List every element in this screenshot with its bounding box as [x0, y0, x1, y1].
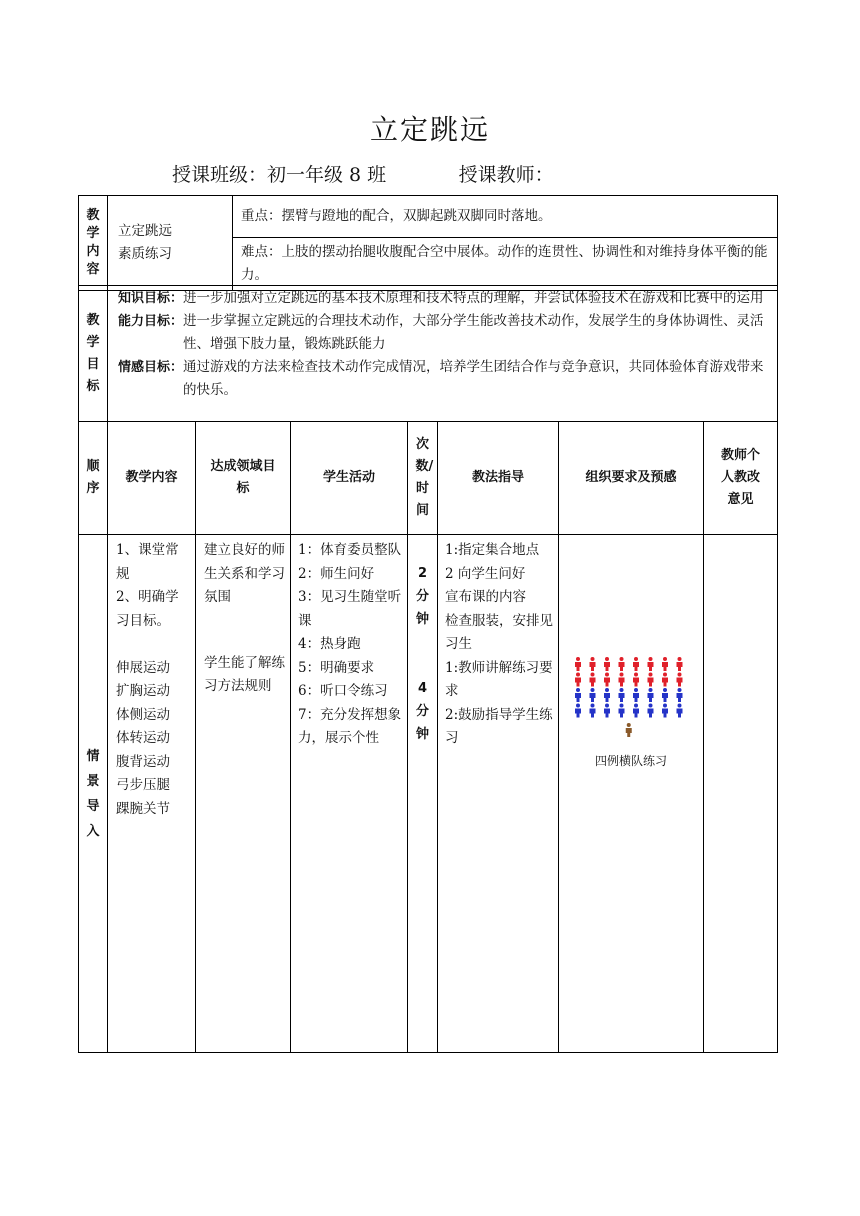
- activity-line: 4：热身跑: [298, 636, 361, 652]
- class-label: 授课班级：初一年级 8 班: [172, 164, 387, 186]
- method-line: 1:指定集合地点: [445, 542, 540, 558]
- header-goal: [196, 422, 291, 535]
- subtitle: [172, 160, 554, 187]
- student-blue-figure: [677, 688, 683, 702]
- phase-label-text: 情景导入: [86, 748, 100, 839]
- header-method: 教法指导: [438, 422, 559, 535]
- student-red-figure: [648, 657, 654, 671]
- method-line: 检查服装，安排见习生: [445, 612, 553, 652]
- header-text: 教师个人教改意见: [720, 448, 760, 507]
- difficulty-text: 难点：上肢的摆动抬腿收腹配合空中展体。动作的连贯性、协调性和对维持身体平衡的能力。: [241, 244, 768, 283]
- organization-cell: [559, 535, 704, 1053]
- student-blue-figure: [590, 704, 596, 718]
- content-item: 立定跳远: [118, 223, 172, 239]
- goal-ability: [118, 310, 771, 356]
- student-red-figure: [662, 657, 668, 671]
- formation-caption: 四例横队练习: [594, 754, 667, 768]
- student-red-figure: [633, 673, 639, 687]
- goal-key: 知识目标：: [118, 291, 184, 306]
- student-blue-figure: [590, 688, 596, 702]
- content-section-label: [79, 196, 108, 291]
- student-red-figure: [590, 673, 596, 687]
- goals-section-label: [79, 286, 108, 422]
- student-blue-figure: [633, 688, 639, 702]
- student-blue-figure: [575, 704, 581, 718]
- time-value: 4分钟: [415, 681, 429, 742]
- content-line: 腹背运动: [116, 753, 170, 770]
- student-red-figure: [575, 657, 581, 671]
- goal-text: 进一步掌握立定跳远的合理技术动作，大部分学生能改善技术动作，发展学生的身体协调性、灵活性、增强下肢力量，锻炼跳跃能力: [183, 313, 764, 352]
- activity-line: 7：充分发挥想象力，展示个性: [298, 706, 402, 746]
- student-red-figure: [575, 673, 581, 687]
- student-blue-figure: [677, 704, 683, 718]
- content-table: [78, 195, 778, 291]
- header-notes: [704, 422, 778, 535]
- header-text: 次数/时间: [415, 437, 434, 518]
- student-red-figure: [604, 657, 610, 671]
- content-line: 体转运动: [116, 730, 170, 746]
- student-blue-figure: [619, 704, 625, 718]
- phase-label: [79, 535, 108, 1053]
- content-items: [108, 196, 233, 291]
- activity-line: 2：师生问好: [298, 565, 375, 582]
- student-red-figure: [633, 657, 639, 671]
- teacher-figure: [626, 723, 632, 737]
- method-line: 2 向学生问好: [445, 565, 526, 582]
- page-title: 立定跳远: [369, 113, 490, 146]
- method-line: 1:教师讲解练习要求: [445, 659, 553, 699]
- header-row: [79, 422, 778, 535]
- activity-line: 5：明确要求: [298, 659, 375, 676]
- time-value: 2分钟: [415, 566, 429, 627]
- activity-line: 3：见习生随堂听课: [298, 589, 402, 629]
- method-line: 2:鼓励指导学生练习: [445, 706, 553, 746]
- student-blue-figure: [619, 688, 625, 702]
- key-point-text: 重点：摆臂与蹬地的配合，双脚起跳双脚同时落地。: [241, 208, 552, 224]
- plan-row: [79, 535, 778, 1053]
- goal-key: 能力目标：: [118, 314, 184, 329]
- header-time: [408, 422, 438, 535]
- student-blue-figure: [662, 688, 668, 702]
- goal-line: 学生能了解练习方法规则: [204, 654, 285, 694]
- content-line: 弓步压腿: [116, 777, 170, 793]
- goal-emotion: [118, 356, 771, 402]
- content-line: 1、课堂常规: [116, 542, 179, 582]
- plan-table: [78, 421, 778, 1053]
- student-blue-figure: [604, 704, 610, 718]
- content-line: 2、明确学习目标。: [116, 589, 179, 629]
- student-red-figure: [604, 673, 610, 687]
- student-blue-figure: [648, 704, 654, 718]
- notes-cell: [704, 535, 778, 1053]
- student-red-figure: [590, 657, 596, 671]
- key-point: [233, 196, 778, 238]
- goals-table: [78, 285, 778, 422]
- student-red-figure: [619, 673, 625, 687]
- student-blue-figure: [648, 688, 654, 702]
- goal-cell: [196, 535, 291, 1053]
- student-red-figure: [677, 657, 683, 671]
- activity-cell: [291, 535, 408, 1053]
- student-blue-figure: [662, 704, 668, 718]
- goal-text: 通过游戏的方法来检查技术动作完成情况，培养学生团结合作与竞争意识，共同体验体育游戏带来的快乐。: [183, 359, 764, 398]
- formation-diagram: [559, 535, 704, 745]
- content-line: 扩胸运动: [116, 683, 170, 699]
- activity-line: 6：听口令练习: [298, 683, 388, 699]
- header-organization: 组织要求及预感: [559, 422, 704, 535]
- header-activity: 学生活动: [291, 422, 408, 535]
- difficulty: [233, 238, 778, 291]
- header-order: [79, 422, 108, 535]
- content-item: 素质练习: [118, 246, 172, 262]
- goal-knowledge: [118, 287, 771, 310]
- content-cell: [108, 535, 196, 1053]
- student-red-figure: [662, 673, 668, 687]
- goal-text: 进一步加强对立定跳远的基本技术原理和技术特点的理解，并尝试体验技术在游戏和比赛中的运用: [183, 290, 764, 306]
- header-text: 顺序: [86, 459, 100, 496]
- student-blue-figure: [575, 688, 581, 702]
- student-red-figure: [677, 673, 683, 687]
- teacher-label: 授课教师：: [458, 164, 554, 186]
- student-red-figure: [648, 673, 654, 687]
- content-line: 伸展运动: [116, 659, 170, 676]
- content-line: 体侧运动: [116, 706, 170, 723]
- content-line: 踝腕关节: [116, 800, 170, 817]
- content-label-text: 教学内容: [86, 208, 100, 277]
- goals-cell: [108, 286, 778, 422]
- goals-label-text: 教学目标: [86, 312, 100, 394]
- goal-key: 情感目标：: [118, 360, 184, 375]
- activity-line: 1：体育委员整队: [298, 542, 402, 558]
- student-blue-figure: [633, 704, 639, 718]
- header-content: 教学内容: [108, 422, 196, 535]
- method-line: 宣布课的内容: [445, 589, 526, 605]
- student-blue-figure: [604, 688, 610, 702]
- method-cell: [438, 535, 559, 1053]
- header-text: 达成领域目标: [210, 459, 276, 496]
- student-red-figure: [619, 657, 625, 671]
- goal-line: 建立良好的师生关系和学习氛围: [204, 542, 285, 605]
- time-cell: [408, 535, 438, 1053]
